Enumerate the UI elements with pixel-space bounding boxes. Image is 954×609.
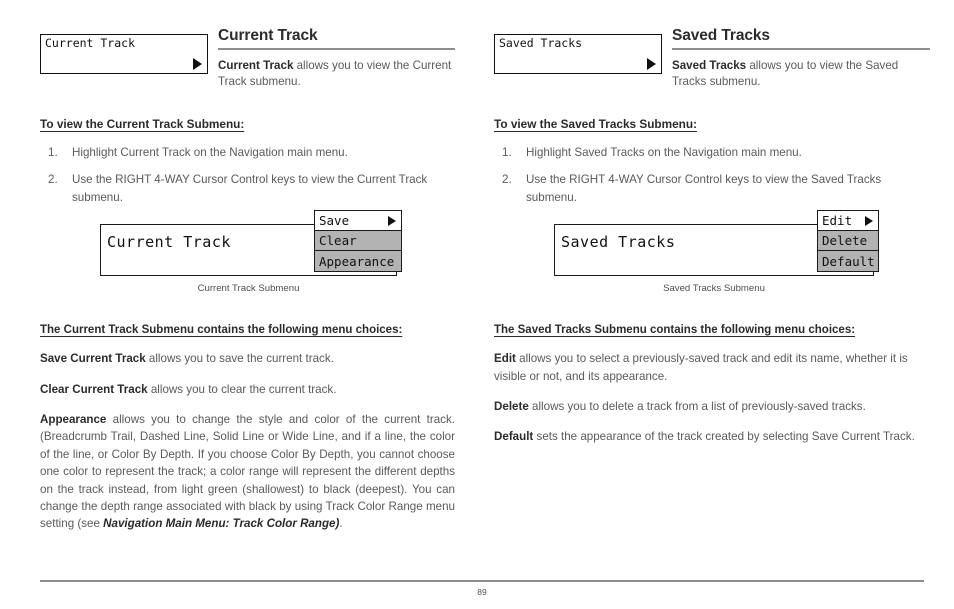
left-figure-caption: Current Track Submenu xyxy=(197,283,300,295)
choice-term: Clear Current Track xyxy=(40,382,148,396)
list-item xyxy=(40,144,455,161)
list-item xyxy=(494,171,930,206)
submenu-item-save[interactable] xyxy=(315,211,401,231)
right-triangle-icon xyxy=(388,216,396,226)
choice-term: Default xyxy=(494,430,534,444)
submenu-item-appearance[interactable] xyxy=(315,251,401,271)
submenu-current-track xyxy=(314,210,402,272)
submenu-item-label: Edit xyxy=(822,213,853,229)
footer-divider xyxy=(40,580,924,582)
right-choice-default xyxy=(494,428,930,445)
right-lede-rest: allows you to view the Saved Tracks submenu. xyxy=(672,58,899,89)
left-lede-rest: allows you to view the Current Track submenu. xyxy=(218,58,452,89)
right-figure xyxy=(554,213,875,295)
list-item xyxy=(494,144,930,161)
step-number: 1. xyxy=(48,146,58,160)
left-sub-heading: To view the Current Track Submenu: xyxy=(40,117,245,132)
choice-term: Edit xyxy=(494,352,516,366)
page-footer xyxy=(40,580,924,597)
submenu-item-delete[interactable] xyxy=(818,231,878,251)
right-triangle-icon xyxy=(193,58,202,70)
choice-tail: . xyxy=(339,517,343,531)
step-number: 2. xyxy=(48,173,58,187)
right-header-text xyxy=(662,28,930,91)
right-triangle-icon xyxy=(865,216,873,226)
lcd-screen-saved-tracks xyxy=(554,213,875,276)
title-divider xyxy=(672,48,930,50)
lcd-screen-current-track xyxy=(100,213,397,276)
lcd-screen-label: Current Track xyxy=(107,233,231,252)
right-choices-block xyxy=(494,320,930,446)
submenu-item-edit[interactable] xyxy=(818,211,878,231)
right-lede xyxy=(672,58,930,91)
step-text: Highlight Saved Tracks on the Navigation main menu. xyxy=(526,146,802,160)
left-lede-term: Current Track xyxy=(218,58,294,72)
menu-chip-current-track[interactable] xyxy=(40,34,208,74)
right-triangle-icon xyxy=(647,58,656,70)
choice-term: Save Current Track xyxy=(40,352,146,366)
submenu-item-label: Clear xyxy=(319,233,357,249)
right-choice-delete xyxy=(494,398,930,415)
choice-desc: allows you to select a previously-saved track and edit its name, whether it is visible or not, and its appearance. xyxy=(494,352,908,383)
page-title: Current Track xyxy=(218,27,318,44)
right-steps-list xyxy=(494,144,930,206)
page-title: Saved Tracks xyxy=(672,27,770,44)
step-text: Highlight Current Track on the Navigation main menu. xyxy=(72,146,348,160)
left-steps-list xyxy=(40,144,455,206)
page-number: 89 xyxy=(477,587,487,597)
submenu-item-label: Delete xyxy=(822,233,868,249)
menu-chip-saved-tracks[interactable] xyxy=(494,34,662,74)
choice-desc: allows you to delete a track from a list of previously-saved tracks. xyxy=(528,399,866,413)
submenu-item-clear[interactable] xyxy=(315,231,401,251)
submenu-item-label: Default xyxy=(822,253,875,269)
right-choice-edit xyxy=(494,350,930,385)
step-text: Use the RIGHT 4-WAY Cursor Control keys to view the Current Track submenu. xyxy=(72,173,428,204)
choice-term: Appearance xyxy=(40,412,107,426)
right-sub-heading: To view the Saved Tracks Submenu: xyxy=(494,117,698,132)
step-number: 2. xyxy=(502,173,512,187)
left-choices-heading: The Current Track Submenu contains the following menu choices: xyxy=(40,324,403,337)
list-item xyxy=(40,171,455,206)
choice-term: Delete xyxy=(494,399,529,413)
menu-chip-label: Current Track xyxy=(45,36,136,50)
submenu-saved-tracks xyxy=(817,210,879,272)
right-header-row xyxy=(494,28,930,91)
submenu-item-label: Appearance xyxy=(319,253,395,269)
menu-chip-label: Saved Tracks xyxy=(499,36,583,50)
right-choices-heading: The Saved Tracks Submenu contains the following menu choices: xyxy=(494,324,856,337)
choice-desc: allows you to change the style and color of the current track. (Breadcrumb Trail, Dashed Line, Solid Line or Wide Line, and if a line, the color of the line, or Color By Depth. If you choose Color By Depth, you cannot choose one color to represent the track; a color range will represent the different depths on the track instead, from light green (shallowest) to black (deepest). You can change the depth range associated with black by using Track Color Range menu setting (see xyxy=(40,412,455,531)
choice-desc: sets the appearance of the track created by selecting Save Current Track. xyxy=(533,430,915,444)
step-text: Use the RIGHT 4-WAY Cursor Control keys to view the Saved Tracks submenu. xyxy=(526,173,882,204)
submenu-item-default[interactable] xyxy=(818,251,878,271)
choice-desc: allows you to save the current track. xyxy=(145,352,334,366)
lcd-screen-label: Saved Tracks xyxy=(561,233,676,252)
right-lede-term: Saved Tracks xyxy=(672,58,747,72)
choice-cross-reference: Navigation Main Menu: Track Color Range) xyxy=(103,517,340,531)
step-number: 1. xyxy=(502,146,512,160)
right-figure-caption: Saved Tracks Submenu xyxy=(663,283,765,295)
submenu-item-label: Save xyxy=(319,213,350,229)
choice-desc: allows you to clear the current track. xyxy=(147,382,337,396)
